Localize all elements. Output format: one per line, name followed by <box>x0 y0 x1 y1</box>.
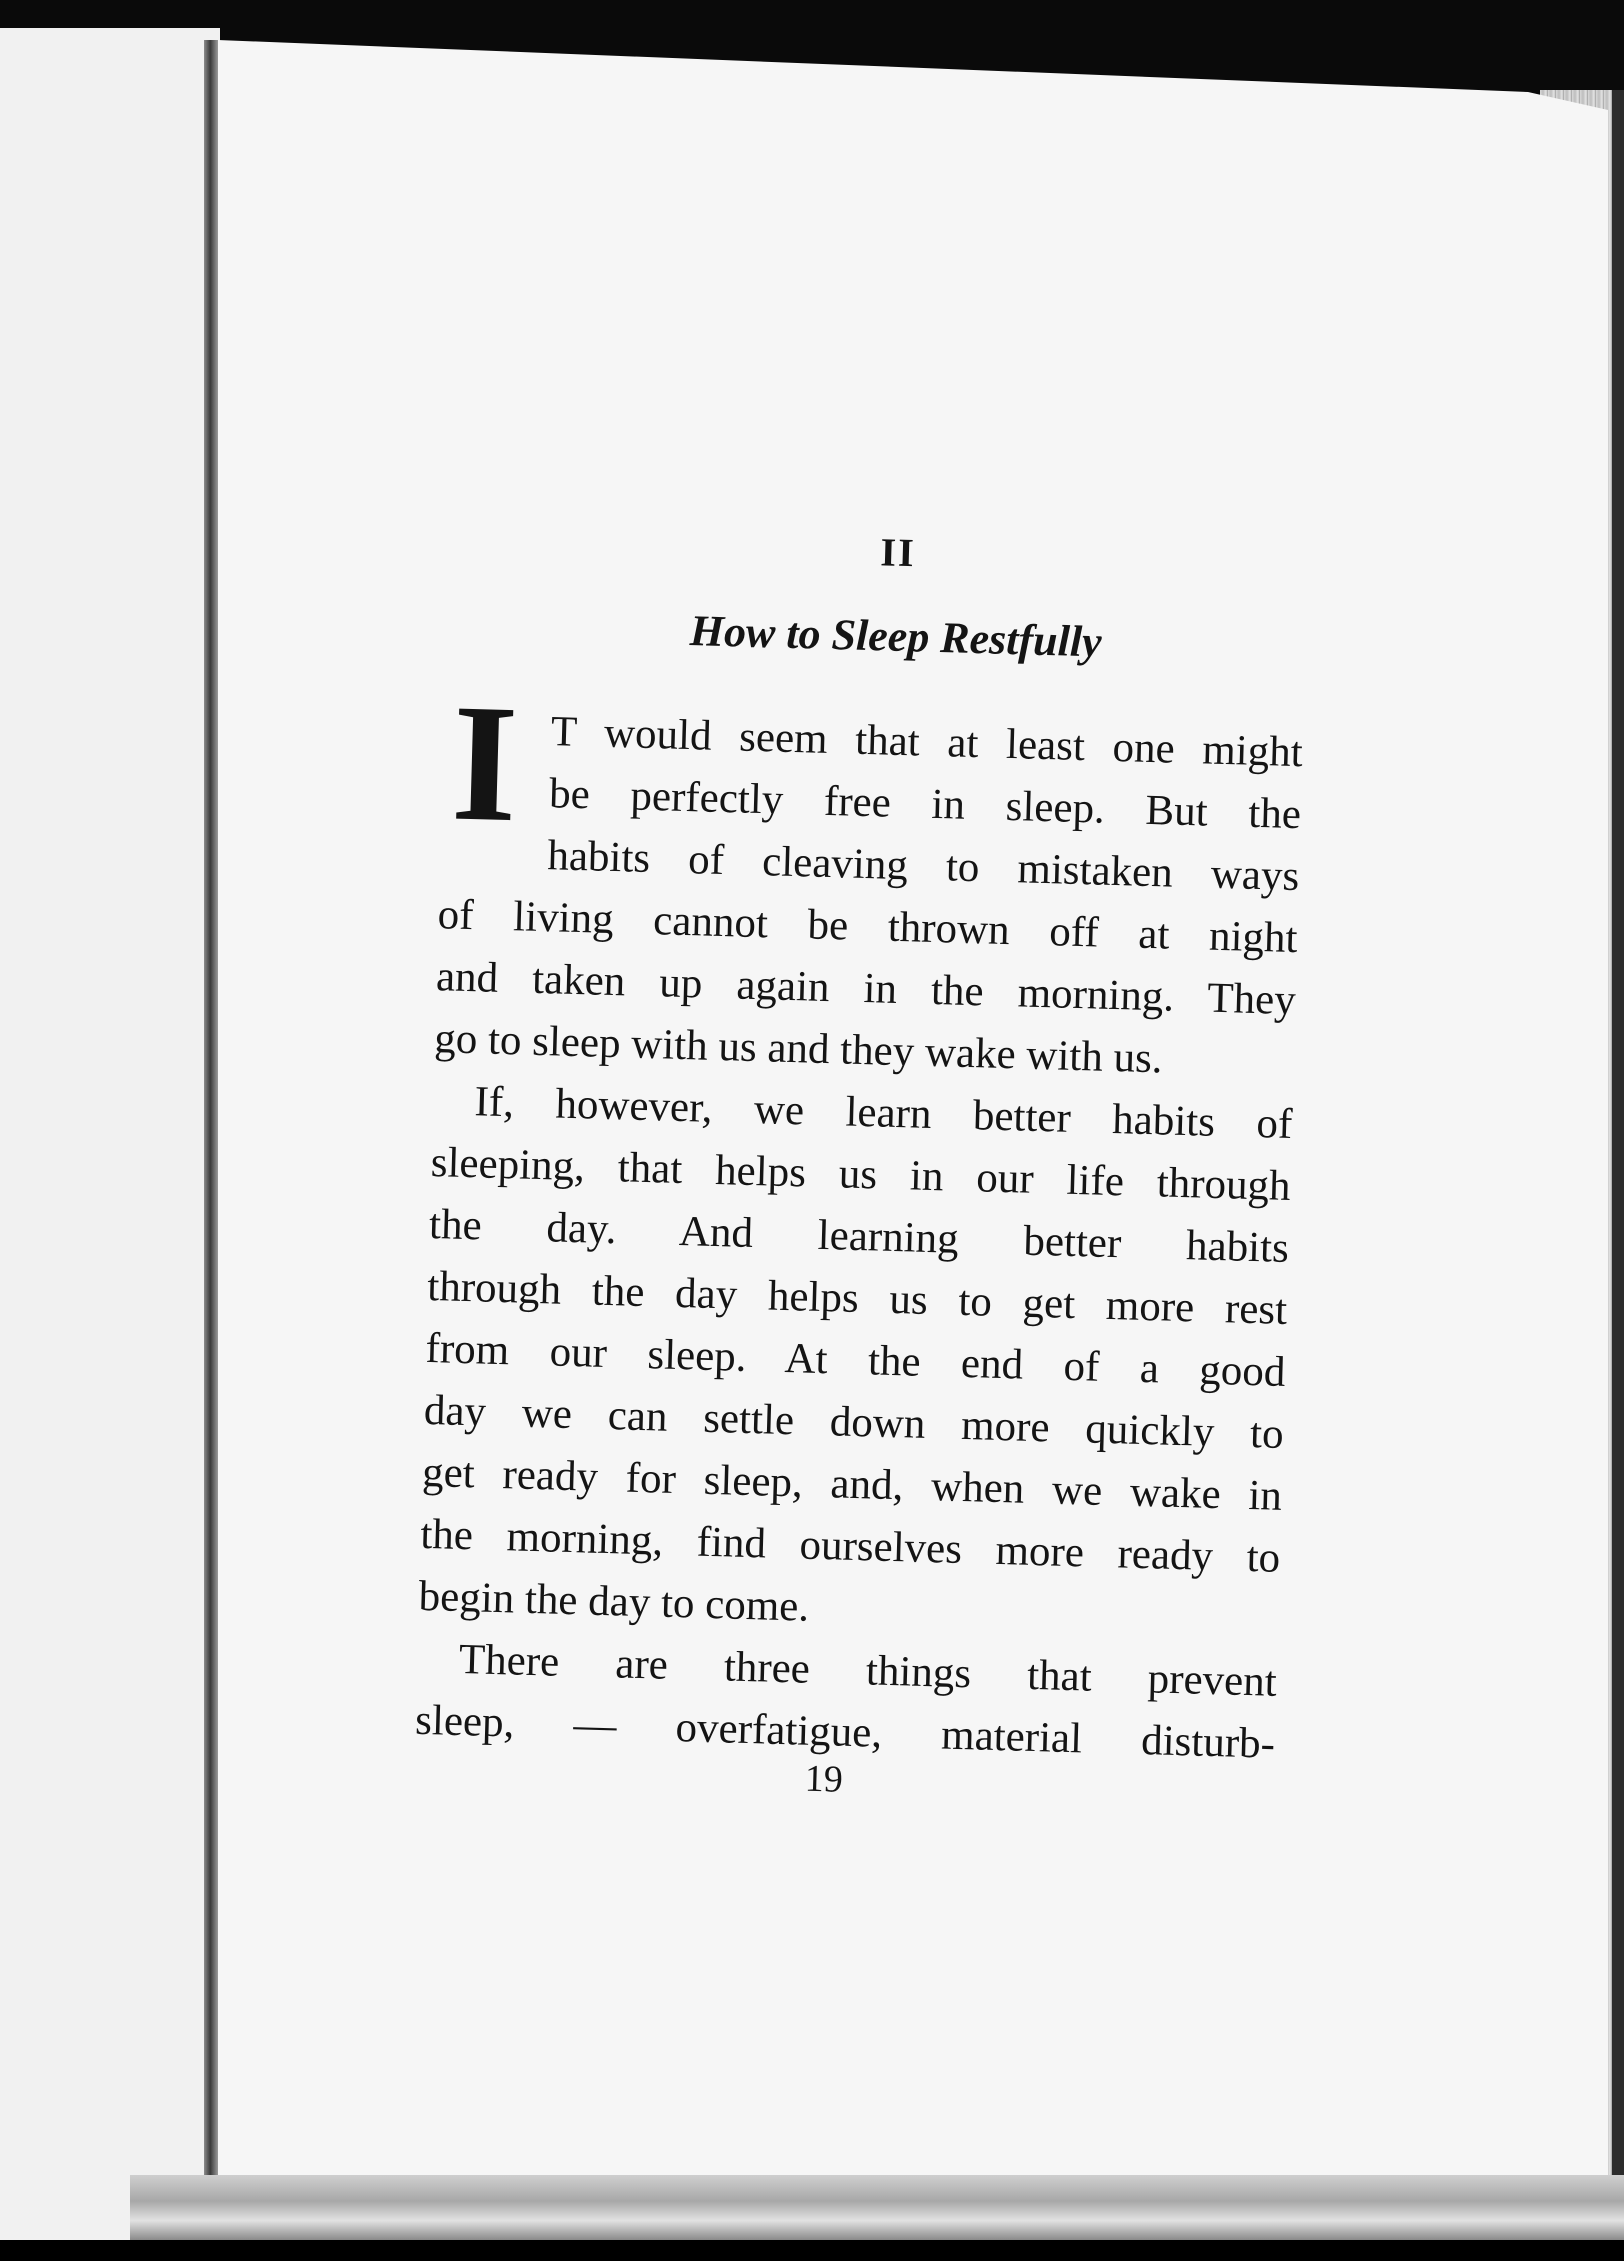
text-line: go to sleep with us and they wake with us. <box>433 1015 1164 1083</box>
drop-cap: I <box>449 669 521 858</box>
text-line: There are three things that prevent <box>458 1635 1278 1706</box>
text-line: begin the day to come. <box>418 1572 810 1631</box>
text-line: the morning, find ourselves more ready to <box>419 1510 1281 1582</box>
text-line: and taken up again in the morning. They <box>435 953 1297 1025</box>
text-line: day we can settle down more quickly to <box>423 1386 1285 1458</box>
text-line: of living cannot be thrown off at night <box>437 891 1299 963</box>
text-line: If, however, we learn better habits of <box>473 1078 1293 1149</box>
text-line: sleeping, that helps us in our life through <box>430 1139 1292 1211</box>
body-text <box>414 698 1303 1776</box>
text-line: be perfectly free in sleep. But the <box>548 770 1302 839</box>
chapter-number: II <box>879 529 917 576</box>
text-line: sleep, — overfatigue, material disturb- <box>414 1696 1276 1768</box>
text-line: T would seem that at least one might <box>550 708 1304 777</box>
text-line: from our sleep. At the end of a good <box>425 1324 1287 1396</box>
page-number: 19 <box>804 1757 844 1801</box>
text-line: habits of cleaving to mistaken ways <box>546 832 1300 901</box>
text-line: get ready for sleep, and, when we wake in <box>421 1448 1283 1520</box>
text-line: the day. And learning better habits <box>428 1200 1290 1272</box>
text-line: through the day helps us to get more rest <box>426 1262 1288 1334</box>
chapter-title: How to Sleep Restfully <box>689 606 1103 667</box>
